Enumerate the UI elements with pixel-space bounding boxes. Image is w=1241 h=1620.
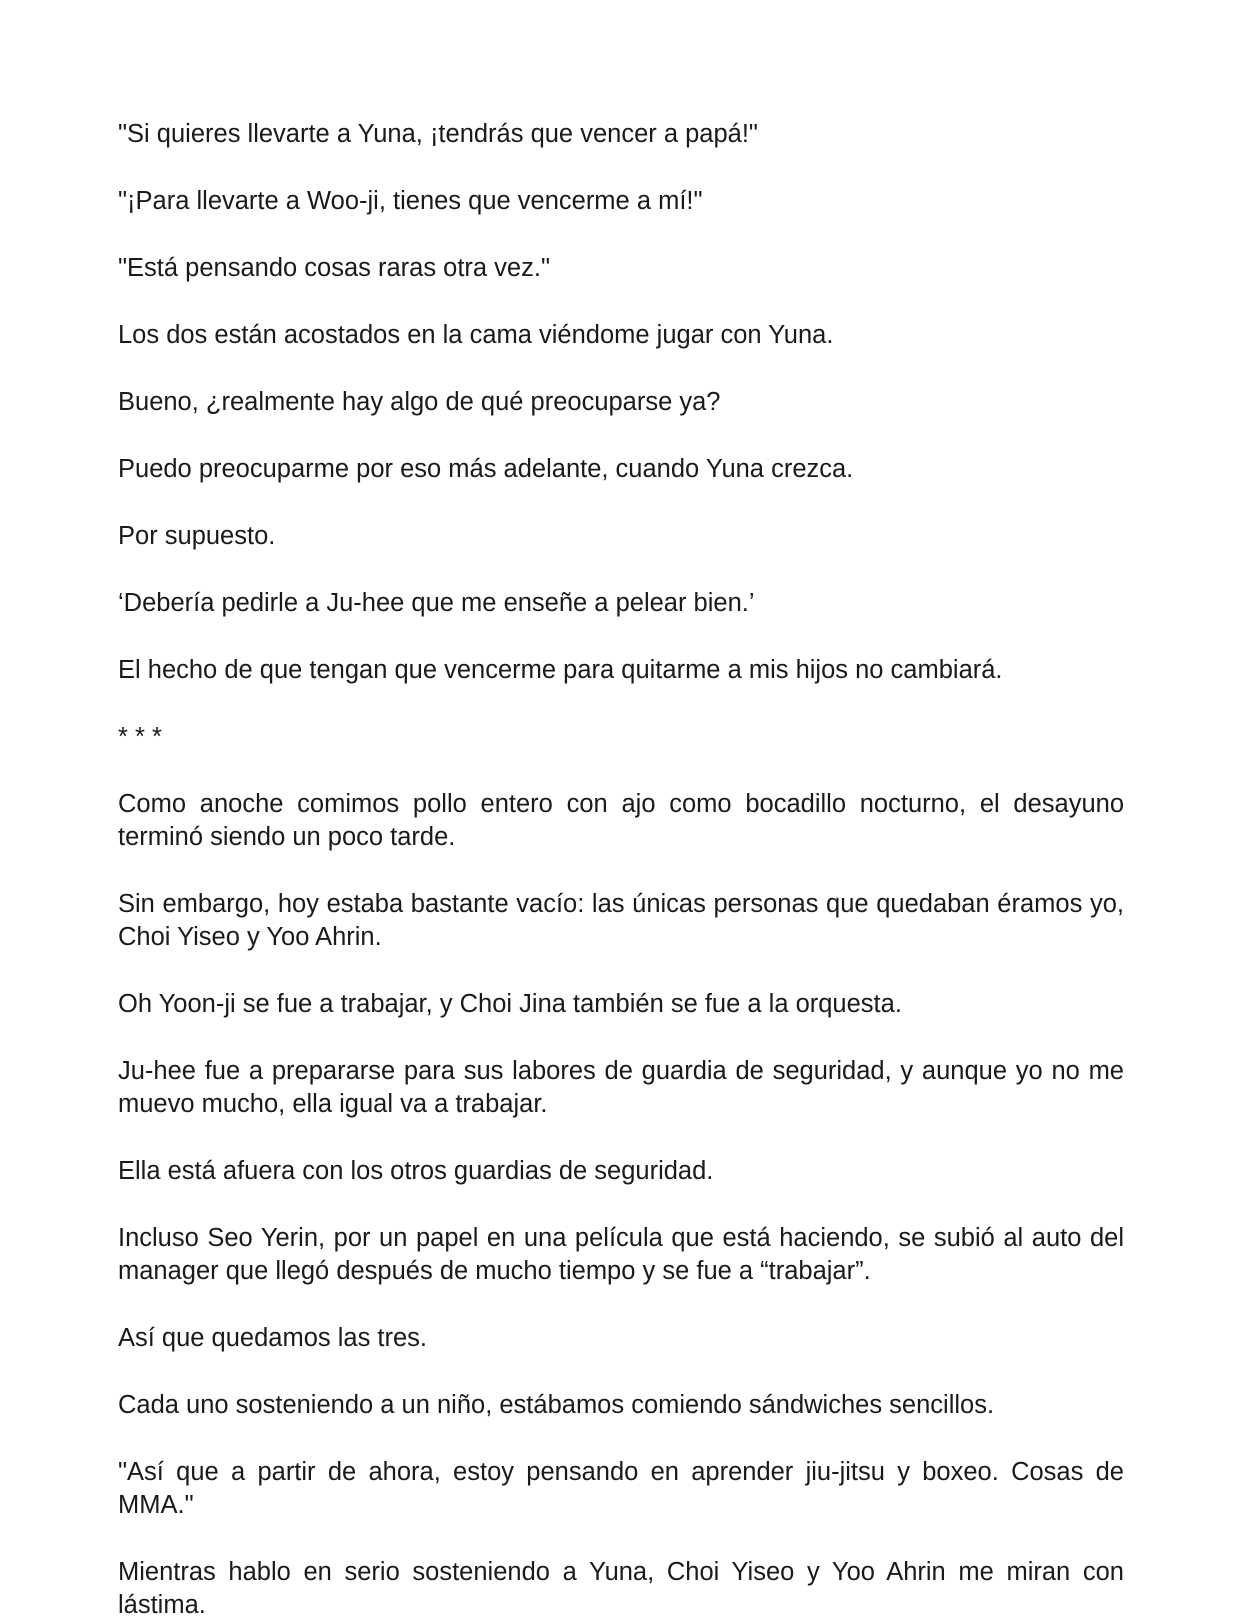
- paragraph: Sin embargo, hoy estaba bastante vacío: las únicas personas que quedaban éramos yo, Choi Yiseo y Yoo Ahrin.: [118, 890, 1124, 951]
- paragraph: Bueno, ¿realmente hay algo de qué preocuparse ya?: [118, 388, 721, 416]
- paragraph: Por supuesto.: [118, 522, 276, 550]
- paragraph: Mientras hablo en serio sosteniendo a Yuna, Choi Yiseo y Yoo Ahrin me miran con lástima.: [118, 1558, 1124, 1619]
- paragraph: Puedo preocuparme por eso más adelante, cuando Yuna crezca.: [118, 455, 854, 483]
- paragraph: Como anoche comimos pollo entero con ajo como bocadillo nocturno, el desayuno terminó siendo un poco tarde.: [118, 790, 1124, 851]
- paragraph: "Si quieres llevarte a Yuna, ¡tendrás que vencer a papá!": [118, 120, 758, 148]
- paragraph: Así que quedamos las tres.: [118, 1324, 428, 1352]
- paragraph: Los dos están acostados en la cama viéndome jugar con Yuna.: [118, 321, 834, 349]
- scene-break: * * *: [118, 723, 162, 751]
- paragraph: Ju-hee fue a prepararse para sus labores de guardia de seguridad, y aunque yo no me muevo mucho, ella igual va a trabajar.: [118, 1057, 1124, 1118]
- paragraph: Incluso Seo Yerin, por un papel en una película que está haciendo, se subió al auto del manager que llegó después de mucho tiempo y se fue a “trabajar”.: [118, 1224, 1124, 1285]
- paragraph: "Está pensando cosas raras otra vez.": [118, 254, 550, 282]
- paragraph: Cada uno sosteniendo a un niño, estábamos comiendo sándwiches sencillos.: [118, 1391, 995, 1419]
- document-body: [118, 118, 1124, 1620]
- paragraph: Oh Yoon-ji se fue a trabajar, y Choi Jina también se fue a la orquesta.: [118, 990, 902, 1018]
- paragraph: ‘Debería pedirle a Ju-hee que me enseñe a pelear bien.’: [118, 589, 755, 617]
- paragraph: "Así que a partir de ahora, estoy pensando en aprender jiu-jitsu y boxeo. Cosas de MMA.": [118, 1458, 1124, 1519]
- paragraph: Ella está afuera con los otros guardias de seguridad.: [118, 1157, 714, 1185]
- paragraph: El hecho de que tengan que vencerme para quitarme a mis hijos no cambiará.: [118, 656, 1003, 684]
- paragraph: "¡Para llevarte a Woo-ji, tienes que vencerme a mí!": [118, 187, 703, 215]
